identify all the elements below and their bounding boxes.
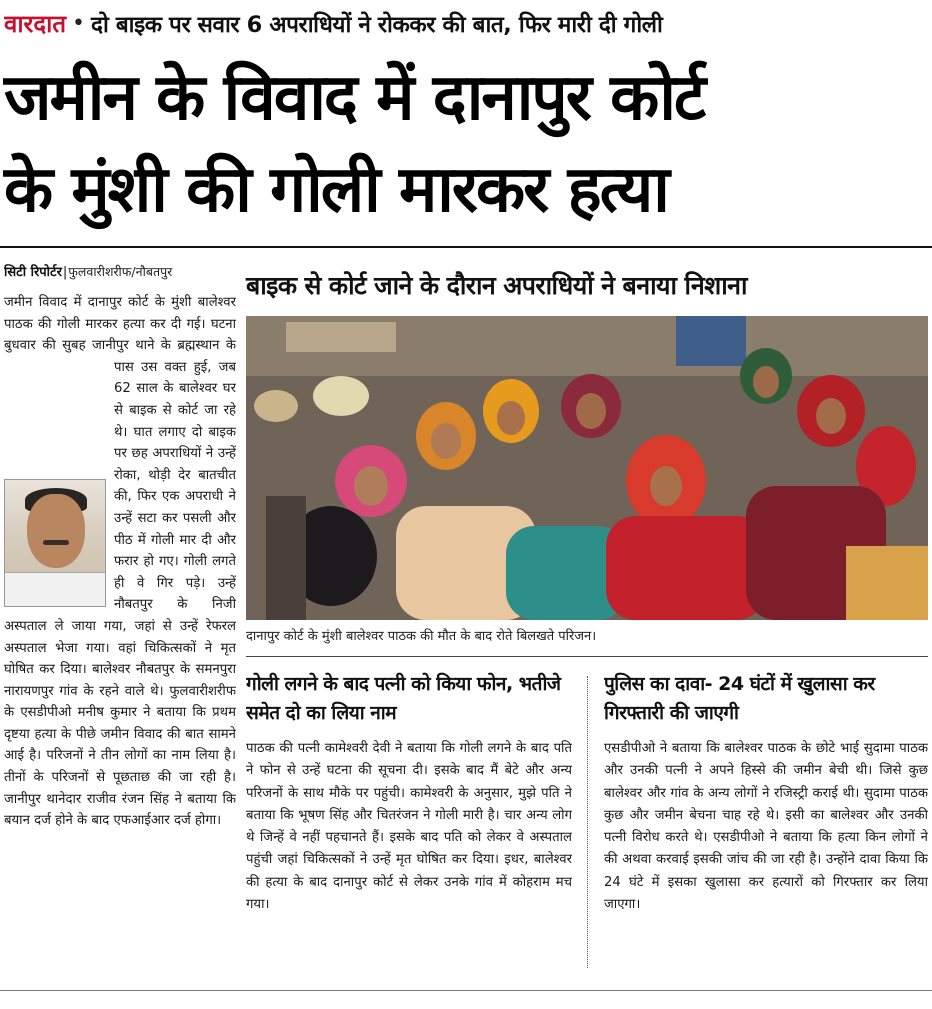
- news-photo-illustration: [246, 316, 928, 620]
- column-divider: [587, 676, 588, 968]
- news-photo: [246, 316, 928, 620]
- headline-line-2: के मुंशी की गोली मारकर हत्या: [4, 153, 668, 227]
- victim-portrait: [4, 479, 106, 607]
- kicker-text: दो बाइक पर सवार 6 अपराधियों ने रोककर की बात, फिर मारी दी गोली: [91, 11, 663, 38]
- portrait-shirt: [5, 572, 106, 607]
- middle-column-body: पाठक की पत्नी कामेश्वरी देवी ने बताया कि गोली लगने के बाद पति ने फोन से उन्हें घटना की सूचना दी। इसके बाद मैं बेटे और अन्य परिजनों के साथ मौके पर पहुंची। कामेश्वरी के अनुसार, मुझे पति ने बताया कि भूषण सिंह और चितरंजन ने गोली मारी है। चार अन्य लोग थे जिन्हें वे नहीं पहचानते हैं। इसके बाद पति को लेकर वे अस्पताल पहुंची जहां चिकित्सकों ने उन्हें मृत घोषित कर दिया। इधर, बालेश्वर की हत्या के बाद दानापुर कोर्ट से लेकर उनके गांव में कोहराम मच गया।: [246, 741, 572, 913]
- main-subhead: बाइक से कोर्ट जाने के दौरान अपराधियों ने बनाया निशाना: [246, 271, 747, 300]
- portrait-face: [27, 494, 85, 568]
- bottom-rule: [0, 990, 932, 991]
- byline-reporter: सिटी रिपोर्टर: [4, 265, 62, 280]
- right-column-body: एसडीपीओ ने बताया कि बालेश्वर पाठक के छोटे भाई सुदामा पाठक और उनकी पत्नी ने अपने हिस्से की जमीन बेची थी। जिसे कुछ बालेश्वर और गांव के अन्य लोगों ने रजिस्ट्री कराई थी। सुदामा पाठक कुछ और जमीन बेचना चाह रहे थे। इसी का बालेश्वर और उनकी पत्नी विरोध करते थे। एसडीपीओ ने बताया कि हत्या किन लोगों ने की अथवा करवाई इसकी जांच की जा रही है। उन्होंने दावा किया कि 24 घंटे में इसका खुलासा कर हत्यारों को गिरफ्तार कर लिया जाएगा।: [604, 741, 928, 913]
- byline-separator: |: [62, 265, 68, 280]
- middle-column: [246, 670, 572, 978]
- portrait-mustache: [43, 540, 69, 545]
- top-rule: [0, 246, 932, 248]
- byline-places: फुलवारीशरीफ/नौबतपुर: [68, 264, 173, 279]
- middle-column-heading: गोली लगने के बाद पत्नी को किया फोन, भतीजे समेत दो का लिया नाम: [246, 673, 561, 724]
- caption-rule: [246, 656, 928, 657]
- kicker-line: [4, 4, 928, 42]
- kicker-bullet: •: [72, 10, 86, 36]
- left-text-part-1: जमीन विवाद में दानापुर कोर्ट के मुंशी बालेश्वर पाठक की गोली मारकर हत्या कर दी गई। घटना बुधवार की सुबह जानीपुर थाने के ब्रह्मस्थान के: [4, 295, 236, 354]
- headline: [4, 52, 928, 236]
- byline: [4, 262, 236, 284]
- right-column-heading: पुलिस का दावा- 24 घंटों में खुलासा कर गिरफ्तारी की जाएगी: [604, 673, 875, 724]
- left-column: [4, 292, 236, 978]
- left-text-part-2: पास उस वक्त हुई, जब 62 साल के बालेश्वर घर से बाइक से कोर्ट जा रहे थे। घात लगाए दो बाइक पर छह अपराधियों ने उन्हें रोका, थोड़ी देर बातचीत की, फिर एक अपराधी ने उन्हें सटा कर पसली और पीठ में गोली मार दी और फरार हो गए। गोली लगते ही वे गिर पड़े। उन्हें नौबतपुर के निजी अस्पताल ले जाया गया, जहां से उन्हें रेफरल अस्पताल भेजा गया। वहां चिकित्सकों ने मृत घोषित कर दिया। बालेश्वर नौबतपुर के समनपुरा नारायणपुर गांव के रहने वाले थे। फुलवारीशरीफ के एसडीपीओ मनीष कुमार ने बताया कि प्रथम दृष्टया हत्या के पीछे जमीन विवाद की बात सामने आई है। परिजनों ने तीन लोगों का नाम लिया है। तीनों के परिजनों से पूछताछ की जा रही है। जानीपुर थानेदार राजीव रंजन सिंह ने बताया कि बयान दर्ज होने के बाद एफआईआर दर्ज होगा।: [4, 359, 236, 829]
- kicker-label: वारदात: [4, 9, 67, 38]
- headline-line-1: जमीन के विवाद में दानापुर कोर्ट: [4, 61, 705, 135]
- right-column: [604, 670, 928, 978]
- left-column-text: [4, 292, 236, 832]
- photo-caption: दानापुर कोर्ट के मुंशी बालेश्वर पाठक की मौत के बाद रोते बिलखते परिजन।: [246, 629, 597, 644]
